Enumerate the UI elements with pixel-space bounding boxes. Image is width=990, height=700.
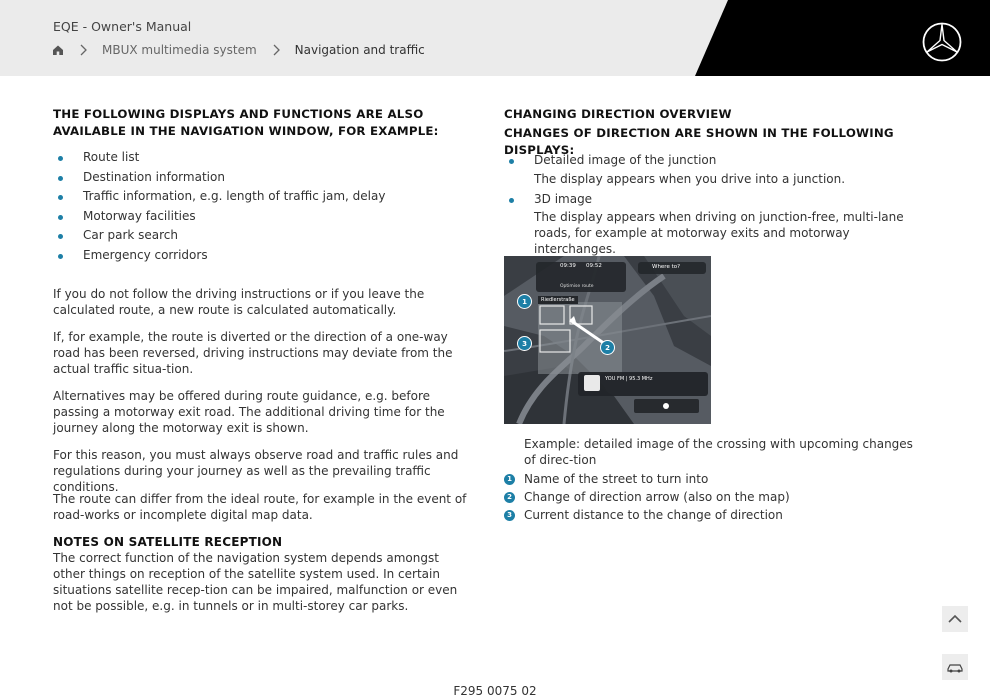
marker-1: 1	[517, 294, 532, 309]
navigation-screenshot	[504, 256, 711, 424]
car-icon	[946, 660, 964, 674]
figure-legend	[504, 470, 914, 524]
navigation-functions-list	[53, 148, 453, 265]
screenshot-time-1: 09:39	[560, 263, 576, 269]
paragraph-observe-rules: For this reason, you must always observe road and traffic rules and regulations during your journey as well as the prevailing traffic conditions.	[53, 448, 459, 494]
breadcrumb-link-mbux[interactable]: MBUX multimedia system	[102, 43, 257, 57]
right-heading-2: CHANGES OF DIRECTION ARE SHOWN IN THE FOLLOWING DISPLAYS:	[504, 126, 894, 157]
marker-3: 3	[517, 336, 532, 351]
page-header	[0, 0, 990, 76]
list-item-3d: 3D image	[504, 190, 914, 210]
direction-displays-list	[504, 151, 914, 260]
legend-row	[504, 506, 914, 524]
screenshot-radio: YOU FM | 95.3 MHz	[605, 376, 653, 382]
chevron-right-icon	[76, 43, 90, 57]
legend-text: Name of the street to turn into	[524, 472, 709, 486]
screenshot-time-2: 09:52	[586, 263, 602, 269]
scroll-to-top-button[interactable]	[942, 606, 968, 632]
screenshot-optimise: Optimise route	[560, 284, 594, 289]
list-item: Route list	[53, 148, 453, 168]
paragraph-diversion: If, for example, the route is diverted or the direction of a one-way road has been reversed, driving instructions may deviate from the actual traffic situa-tion.	[53, 330, 453, 376]
figure-caption: Example: detailed image of the crossing with upcoming changes of direc-tion	[524, 437, 913, 467]
legend-marker: 3	[504, 510, 515, 521]
list-item: Destination information	[53, 168, 453, 188]
paragraph-route-recalc: If you do not follow the driving instructions or if you leave the calculated route, a new route is calculated automatically.	[53, 287, 425, 317]
list-item: Motorway facilities	[53, 207, 453, 227]
legend-text: Change of direction arrow (also on the map)	[524, 490, 790, 504]
vehicle-model-button[interactable]	[942, 654, 968, 680]
legend-text: Current distance to the change of direction	[524, 508, 783, 522]
marker-2: 2	[600, 340, 615, 355]
breadcrumb	[52, 41, 425, 59]
list-item: Traffic information, e.g. length of traffic jam, delay	[53, 187, 453, 207]
left-heading: THE FOLLOWING DISPLAYS AND FUNCTIONS ARE ALSO AVAILABLE IN THE NAVIGATION WINDOW, FOR EXAMPLE:	[53, 107, 439, 138]
notes-title: NOTES ON SATELLITE RECEPTION	[53, 535, 283, 549]
legend-row	[504, 470, 914, 488]
legend-marker: 2	[504, 492, 515, 503]
notes-section	[53, 534, 468, 614]
screenshot-street: Riedlerstraße	[538, 296, 578, 304]
right-heading-1: CHANGING DIRECTION OVERVIEW	[504, 107, 732, 121]
screenshot-where-to: Where to?	[652, 264, 681, 270]
paragraph-route-differ: The route can differ from the ideal route, for example in the event of road-works or incomplete digital map data.	[53, 492, 467, 522]
figure-code: F295 0075 02	[453, 684, 537, 698]
chevron-right-icon	[269, 43, 283, 57]
breadcrumb-current: Navigation and traffic	[294, 43, 425, 57]
home-icon[interactable]	[52, 44, 64, 56]
paragraph-alternatives: Alternatives may be offered during route guidance, e.g. before passing a motorway exit road. The additional driving time for the journey along the motorway exit is shown.	[53, 389, 445, 435]
list-item: Emergency corridors	[53, 246, 453, 266]
chevron-up-icon	[947, 611, 963, 627]
notes-text: The correct function of the navigation system depends amongst other things on reception of the satellite system used. In certain situations satellite recep-tion can be impaired, malfunction or even not be possible, e.g. in tunnels or in multi-storey car parks.	[53, 551, 458, 613]
list-item-3d-desc: The display appears when driving on junction-free, multi-lane roads, for example at motorway exits and motorway interchanges.	[534, 210, 904, 256]
list-item-junction: Detailed image of the junction	[504, 151, 914, 171]
document-title: EQE - Owner's Manual	[53, 19, 192, 34]
list-item-junction-desc: The display appears when you drive into a junction.	[534, 171, 846, 186]
legend-row	[504, 488, 914, 506]
legend-marker: 1	[504, 474, 515, 485]
mercedes-star-logo[interactable]	[921, 21, 963, 63]
list-item: Car park search	[53, 226, 453, 246]
